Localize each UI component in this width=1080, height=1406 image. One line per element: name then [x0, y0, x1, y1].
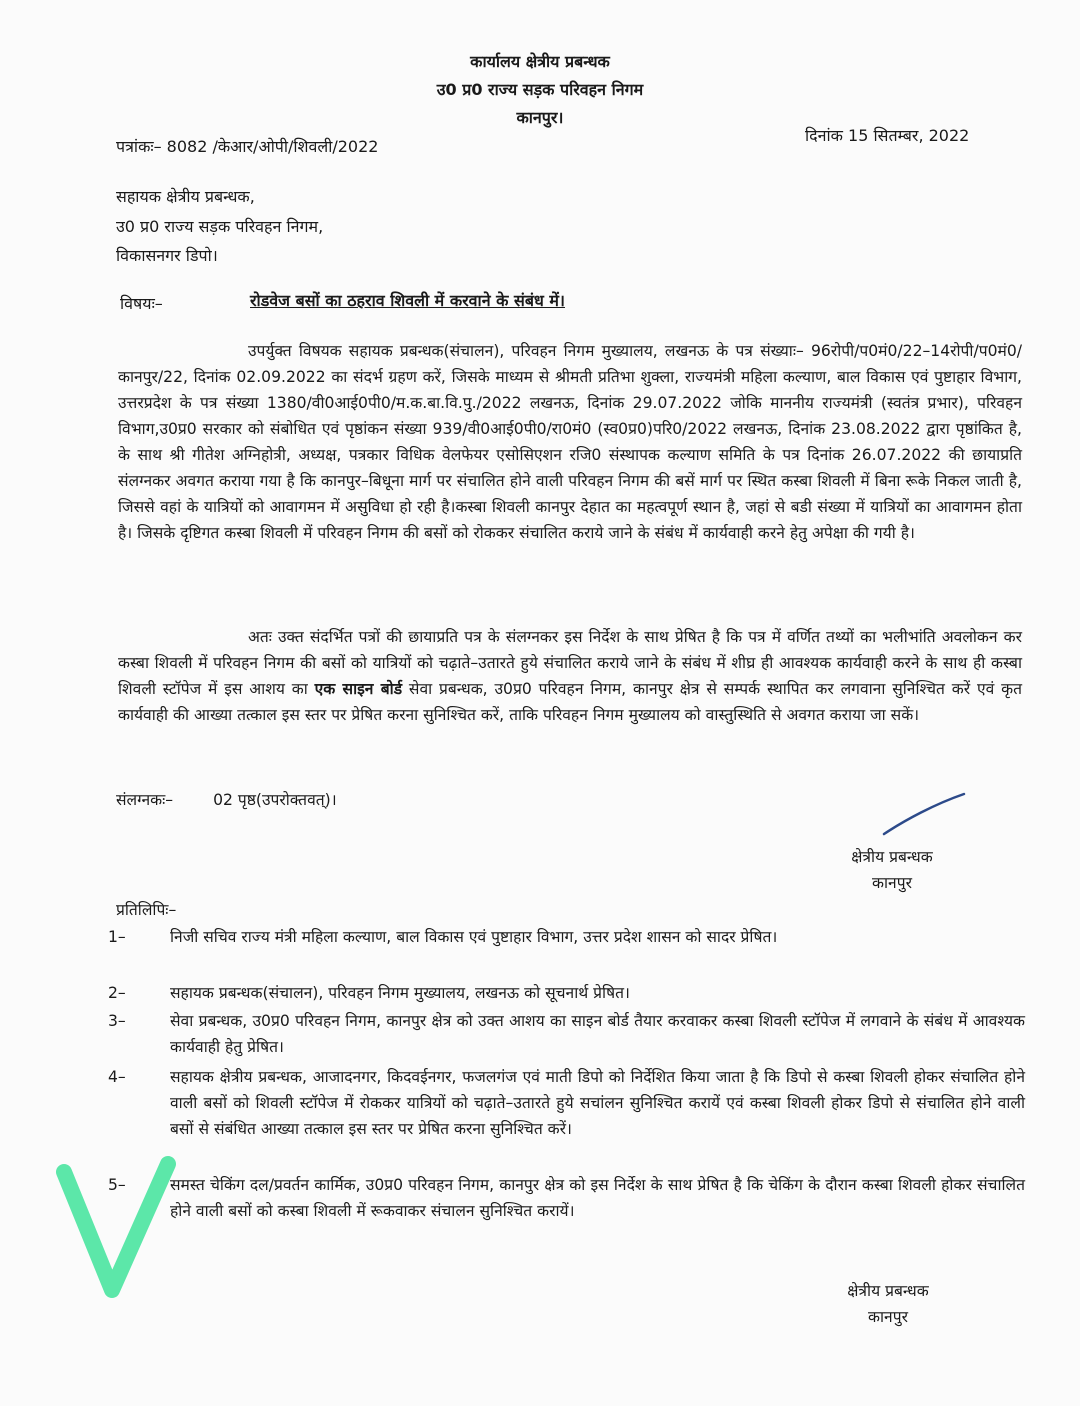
signatory-city: कानपुर	[872, 874, 912, 892]
enclosure-label: संलग्नकः–	[116, 791, 174, 809]
copy-to-text: सहायक प्रबन्धक(संचालन), परिवहन निगम मुख्यालय, लखनऊ को सूचनार्थ प्रेषित।	[170, 984, 630, 1002]
signature-block-1	[832, 844, 952, 896]
sign-board-emphasis: एक साइन बोर्ड	[314, 680, 403, 698]
body-paragraph-2	[118, 624, 1022, 728]
addressee-line: उ0 प्र0 राज्य सड़क परिवहन निगम,	[116, 217, 324, 236]
copy-to-number: 1–	[108, 928, 126, 946]
enclosure	[116, 788, 337, 810]
office-title: कार्यालय क्षेत्रीय प्रबन्धक	[470, 52, 610, 71]
paragraph-text-part: अतः उक्त संदर्भित पत्रों की छायाप्रति पत्र के संलग्नकर इस निर्देश के साथ प्रेषित है कि पत्र में वर्णित तथ्यों का भलीभांति अवलोकन कर कस्बा शिवली में परिवहन निगम की बसों को यात्रियों को चढ़ाते–उतारते हुये संचालित कराये जाने के संबंध में शीघ्र ही आवश्यक कार्यवाही करने के साथ ही कस्बा शिवली स्टॉपेज में इस आशय का	[118, 628, 1022, 698]
org-name: उ0 प्र0 राज्य सड़क परिवहन निगम	[436, 80, 644, 99]
signatory-title: क्षेत्रीय प्रबन्धक	[851, 848, 933, 866]
paragraph-text-part: सेवा प्रबन्धक, उ0प्र0 परिवहन निगम, कानपुर क्षेत्र से सम्पर्क स्थापित कर लगवाना सुनिश्चित करें एवं कृत कार्यवाही की आख्या तत्काल इस स्तर पर प्रेषित करना सुनिश्चित करें, ताकि परिवहन निगम मुख्यालय को वास्तुस्थिति से अवगत कराया जा सकें।	[118, 680, 1022, 724]
body-paragraph-1	[118, 338, 1022, 546]
signature-stroke-icon	[880, 790, 970, 840]
signatory-title: क्षेत्रीय प्रबन्धक	[847, 1282, 929, 1300]
letter-date: दिनांक 15 सितम्बर, 2022	[805, 126, 970, 145]
office-city: कानपुर।	[516, 108, 564, 127]
addressee-line: सहायक क्षेत्रीय प्रबन्धक,	[116, 187, 255, 206]
signature-block-2	[818, 1278, 958, 1330]
signatory-city: कानपुर	[868, 1308, 908, 1326]
reference-number: पत्रांकः– 8082 /केआर/ओपी/शिवली/2022	[116, 137, 379, 156]
paragraph-text	[118, 624, 1022, 728]
copy-to-text: निजी सचिव राज्य मंत्री महिला कल्याण, बाल विकास एवं पुष्टाहार विभाग, उत्तर प्रदेश शासन को सादर प्रेषित।	[170, 928, 778, 946]
copy-to-text: सेवा प्रबन्धक, उ0प्र0 परिवहन निगम, कानपुर क्षेत्र को उक्त आशय का साइन बोर्ड तैयार करवाकर कस्बा शिवली स्टॉपेज में लगवाने के संबंध में आवश्यक कार्यवाही हेतु प्रेषित।	[170, 1012, 1025, 1056]
copy-to-text: समस्त चेकिंग दल/प्रवर्तन कार्मिक, उ0प्र0 परिवहन निगम, कानपुर क्षेत्र को इस निर्देश के साथ प्रेषित है कि चेकिंग के दौरान कस्बा शिवली होकर संचालित होने वाली बसों को कस्बा शिवली में रूकवाकर संचालन सुनिश्चित करायें।	[170, 1176, 1025, 1220]
enclosure-value: 02 पृष्ठ(उपरोक्तवत्)।	[213, 791, 337, 809]
paragraph-text: उपर्युक्त विषयक सहायक प्रबन्धक(संचालन), परिवहन निगम मुख्यालय, लखनऊ के पत्र संख्याः– 96रोपी/प0मं0/22–14रोपी/प0मं0/कानपुर/22, दिनांक 02.09.2022 का संदर्भ ग्रहण करें, जिसके माध्यम से श्रीमती प्रतिभा शुक्ला, राज्यमंत्री महिला कल्याण, बाल विकास एवं पुष्टाहार विभाग, उत्तरप्रदेश के पत्र संख्या 1380/वी0आई0पी0/म.क.बा.वि.पु./2022 लखनऊ, दिनांक 29.07.2022 जोकि माननीय राज्यमंत्री (स्वतंत्र प्रभार), परिवहन विभाग,उ0प्र0 सरकार को संबोधित एवं पृष्ठांकन संख्या 939/वी0आई0पी0/रा0मं0 (स्व0प्र0)परि0/2022 लखनऊ, दिनांक 23.08.2022 द्वारा पृष्ठांकित है, के साथ श्री गीतेश अग्निहोत्री, अध्यक्ष, पत्रकार विधिक वेलफेयर एसोसिएशन रजि0 संस्थापक कल्याण समिति के पत्र दिनांक 26.07.2022 की छायाप्रति संलग्नकर अवगत कराया गया है कि कानपुर–बिधूना मार्ग पर संचालित होने वाली परिवहन निगम की बसें मार्ग पर स्थित कस्बा शिवली में बिना रूके निकल जाती है, जिससे वहां के यात्रियों को आवागमन में असुविधा हो रही है।कस्बा शिवली कानपुर देहात का महत्वपूर्ण स्थान है, जहां से बडी संख्या में यात्रियों का आवागमन होता है। जिसके दृष्टिगत कस्बा शिवली में परिवहन निगम की बसों को रोककर संचालित कराये जाने के संबंध में कार्यवाही करने हेतु अपेक्षा की गयी है।	[118, 342, 1022, 542]
copy-to-number: 3–	[108, 1012, 126, 1030]
subject-label: विषयः–	[120, 294, 163, 313]
copy-to-text: सहायक क्षेत्रीय प्रबन्धक, आजादनगर, किदवईनगर, फजलगंज एवं माती डिपो को निर्देशित किया जाता है कि डिपो से कस्बा शिवली होकर संचालित होने वाली बसों को शिवली स्टॉपेज में रोककर यात्रियों को चढ़ाते–उतारते हुये सचांलन सुनिश्चित करायें एवं कस्बा शिवली होकर डिपो से संचालित होने वाली बसों से संबंधित आख्या तत्काल इस स्तर पर प्रेषित करना सुनिश्चित करें।	[170, 1068, 1025, 1138]
copy-to-number: 5–	[108, 1176, 126, 1194]
copy-to-number: 2–	[108, 984, 126, 1002]
addressee-line: विकासनगर डिपो।	[116, 246, 218, 265]
green-tick-mark-icon	[50, 1150, 180, 1310]
copy-to-label: प्रतिलिपिः–	[116, 901, 177, 919]
subject-text: रोडवेज बसों का ठहराव शिवली में करवाने के संबंध में।	[250, 291, 565, 310]
copy-to-number: 4–	[108, 1068, 126, 1086]
